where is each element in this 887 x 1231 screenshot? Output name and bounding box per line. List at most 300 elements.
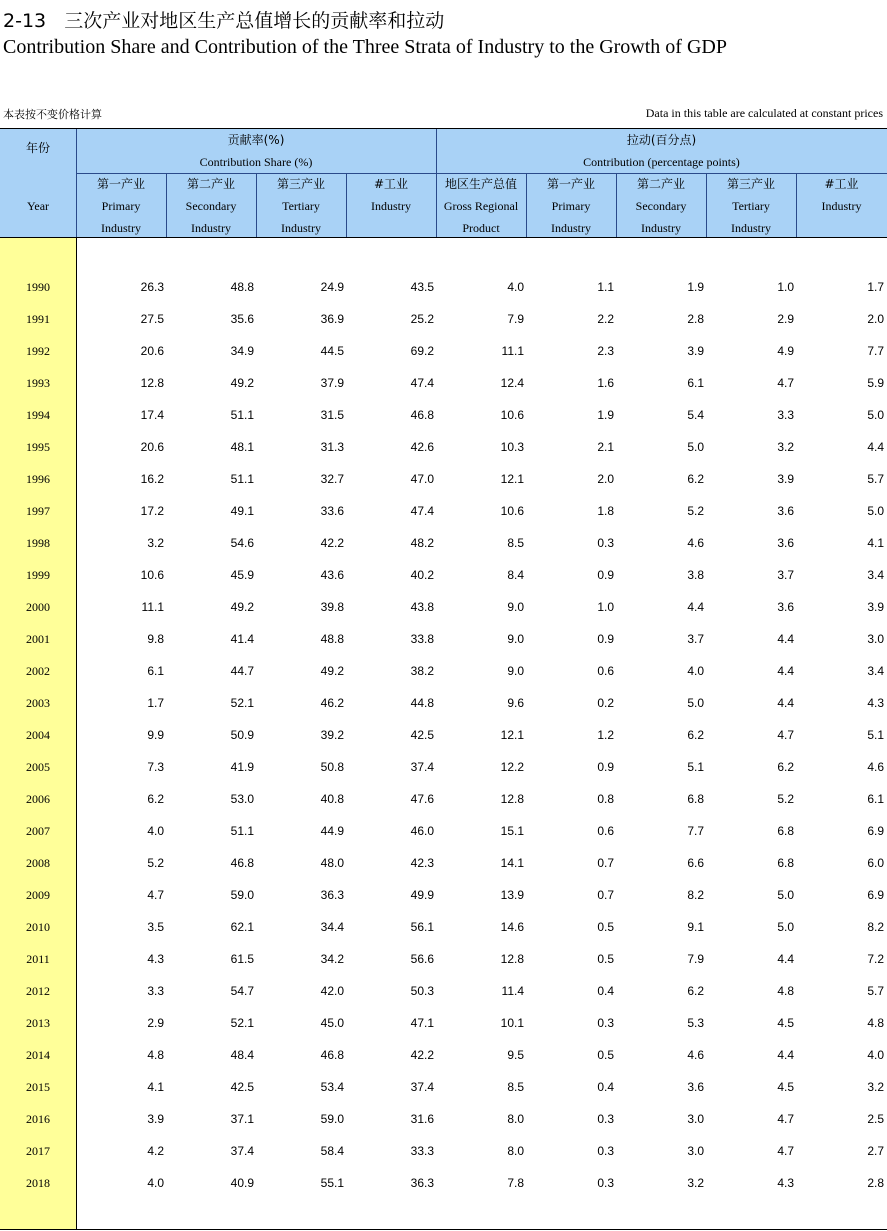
cell-share-secondary: 34.9 <box>230 344 254 358</box>
cell-points-secondary: 5.3 <box>687 1016 704 1030</box>
cell-share-industry: 42.3 <box>410 856 434 870</box>
table-body <box>0 270 887 1198</box>
cell-share-tertiary: 39.2 <box>320 728 344 742</box>
cell-points-secondary: 6.1 <box>687 376 704 390</box>
cell-share-tertiary: 53.4 <box>320 1080 344 1094</box>
cell-points-industry: 4.1 <box>867 536 884 550</box>
cell-points-primary: 0.2 <box>597 696 614 710</box>
cell-points-secondary: 5.4 <box>687 408 704 422</box>
cell-share-primary: 3.5 <box>147 920 164 934</box>
column-header-cn: #工业 <box>373 177 409 191</box>
cell-points-gdp: 9.0 <box>507 664 524 678</box>
cell-share-tertiary: 48.0 <box>320 856 344 870</box>
column-header-cn: 第二产业 <box>186 177 235 191</box>
cell-points-secondary: 5.0 <box>687 696 704 710</box>
cell-points-tertiary: 2.9 <box>777 312 794 326</box>
cell-share-industry: 25.2 <box>410 312 434 326</box>
cell-points-tertiary: 4.5 <box>777 1016 794 1030</box>
cell-points-industry: 3.9 <box>867 600 884 614</box>
cell-share-industry: 37.4 <box>410 1080 434 1094</box>
cell-share-industry: 43.8 <box>410 600 434 614</box>
cell-points-industry: 4.8 <box>867 1016 884 1030</box>
cell-points-tertiary: 3.2 <box>777 440 794 454</box>
column-header-en1: Industry <box>821 199 862 213</box>
cell-points-gdp: 10.1 <box>500 1016 524 1030</box>
table-row <box>0 974 887 1006</box>
table-row <box>0 302 887 334</box>
cell-share-tertiary: 55.1 <box>320 1176 344 1190</box>
cell-share-secondary: 54.7 <box>230 984 254 998</box>
cell-points-secondary: 6.6 <box>687 856 704 870</box>
cell-share-industry: 47.0 <box>410 472 434 486</box>
cell-share-tertiary: 24.9 <box>320 280 344 294</box>
cell-share-primary: 1.7 <box>147 696 164 710</box>
cell-points-secondary: 9.1 <box>687 920 704 934</box>
cell-share-tertiary: 50.8 <box>320 760 344 774</box>
cell-share-secondary: 51.1 <box>230 408 254 422</box>
cell-points-industry: 5.1 <box>867 728 884 742</box>
cell-points-tertiary: 3.9 <box>777 472 794 486</box>
cell-points-primary: 0.5 <box>597 920 614 934</box>
table-title-chinese <box>3 6 444 33</box>
cell-points-primary: 2.2 <box>597 312 614 326</box>
cell-points-industry: 6.9 <box>867 824 884 838</box>
column-header-cn: 地区生产总值 <box>444 177 517 191</box>
table-row <box>0 878 887 910</box>
table-row <box>0 910 887 942</box>
cell-points-industry: 3.2 <box>867 1080 884 1094</box>
cell-share-industry: 47.4 <box>410 504 434 518</box>
cell-points-tertiary: 4.3 <box>777 1176 794 1190</box>
cell-points-secondary: 7.9 <box>687 952 704 966</box>
year-cell: 1992 <box>26 344 50 358</box>
cell-share-secondary: 51.1 <box>230 824 254 838</box>
cell-share-industry: 40.2 <box>410 568 434 582</box>
table-row <box>0 1038 887 1070</box>
cell-points-primary: 1.8 <box>597 504 614 518</box>
cell-share-industry: 31.6 <box>410 1112 434 1126</box>
cell-points-tertiary: 6.8 <box>777 824 794 838</box>
cell-points-industry: 5.0 <box>867 504 884 518</box>
cell-points-secondary: 7.7 <box>687 824 704 838</box>
table-row <box>0 622 887 654</box>
cell-share-secondary: 41.4 <box>230 632 254 646</box>
column-header-share-primary <box>76 173 166 239</box>
table-row <box>0 430 887 462</box>
column-header-en2: Product <box>462 221 500 235</box>
cell-share-secondary: 52.1 <box>230 696 254 710</box>
cell-share-primary: 17.4 <box>140 408 164 422</box>
cell-points-primary: 2.1 <box>597 440 614 454</box>
year-cell: 2012 <box>26 984 50 998</box>
cell-share-industry: 42.6 <box>410 440 434 454</box>
cell-points-tertiary: 5.0 <box>777 920 794 934</box>
cell-points-primary: 0.5 <box>597 1048 614 1062</box>
column-header-en2: Industry <box>731 221 771 235</box>
cell-points-industry: 5.9 <box>867 376 884 390</box>
cell-share-secondary: 49.2 <box>230 376 254 390</box>
cell-points-industry: 4.6 <box>867 760 884 774</box>
cell-points-secondary: 4.4 <box>687 600 704 614</box>
contribution-share-group-header <box>76 129 436 173</box>
cell-share-primary: 9.9 <box>147 728 164 742</box>
year-cell: 2016 <box>26 1112 50 1126</box>
cell-points-tertiary: 5.0 <box>777 888 794 902</box>
cell-points-primary: 0.7 <box>597 888 614 902</box>
year-cell: 1993 <box>26 376 50 390</box>
cell-share-industry: 44.8 <box>410 696 434 710</box>
cell-share-primary: 12.8 <box>140 376 164 390</box>
cell-points-primary: 1.9 <box>597 408 614 422</box>
table-row <box>0 366 887 398</box>
cell-share-industry: 69.2 <box>410 344 434 358</box>
cell-share-tertiary: 58.4 <box>320 1144 344 1158</box>
cell-points-tertiary: 6.8 <box>777 856 794 870</box>
cell-points-tertiary: 3.3 <box>777 408 794 422</box>
cell-share-primary: 4.3 <box>147 952 164 966</box>
cell-points-gdp: 8.4 <box>507 568 524 582</box>
cell-points-industry: 7.7 <box>867 344 884 358</box>
table-row <box>0 398 887 430</box>
year-cell: 2000 <box>26 600 50 614</box>
year-header-en: Year <box>26 199 50 213</box>
cell-share-primary: 20.6 <box>140 440 164 454</box>
cell-points-tertiary: 4.7 <box>777 1112 794 1126</box>
cell-points-industry: 5.7 <box>867 984 884 998</box>
cell-points-secondary: 1.9 <box>687 280 704 294</box>
cell-share-tertiary: 31.5 <box>320 408 344 422</box>
year-cell: 2015 <box>26 1080 50 1094</box>
cell-share-industry: 46.8 <box>410 408 434 422</box>
column-header-en2 <box>390 217 393 239</box>
column-header-cn: 第二产业 <box>636 177 685 191</box>
column-header-points-secondary <box>616 173 706 239</box>
cell-share-industry: 47.6 <box>410 792 434 806</box>
cell-share-industry: 50.3 <box>410 984 434 998</box>
table-title-english: Contribution Share and Contribution of the Three Strata of Industry to the Growth of GDP <box>3 36 727 58</box>
cell-share-primary: 11.1 <box>141 600 164 614</box>
cell-share-tertiary: 44.9 <box>320 824 344 838</box>
cell-share-tertiary: 33.6 <box>320 504 344 518</box>
cell-points-primary: 1.1 <box>597 280 614 294</box>
cell-share-secondary: 49.2 <box>230 600 254 614</box>
cell-points-secondary: 3.0 <box>687 1144 704 1158</box>
column-header-share-secondary <box>166 173 256 239</box>
year-cell: 2011 <box>26 952 50 966</box>
cell-share-secondary: 48.4 <box>230 1048 254 1062</box>
cell-share-primary: 20.6 <box>140 344 164 358</box>
table-row <box>0 558 887 590</box>
column-header-en1: Secondary <box>185 199 237 213</box>
cell-share-tertiary: 40.8 <box>320 792 344 806</box>
cell-share-tertiary: 59.0 <box>320 1112 344 1126</box>
cell-points-industry: 6.0 <box>867 856 884 870</box>
table-row <box>0 334 887 366</box>
cell-points-secondary: 3.2 <box>687 1176 704 1190</box>
cell-share-secondary: 42.5 <box>230 1080 254 1094</box>
cell-points-industry: 6.1 <box>867 792 884 806</box>
cell-points-industry: 8.2 <box>867 920 884 934</box>
cell-points-tertiary: 4.4 <box>777 952 794 966</box>
cell-points-gdp: 10.6 <box>500 504 524 518</box>
year-cell: 1991 <box>26 312 50 326</box>
column-header-en1: Tertiary <box>282 199 320 213</box>
table-row <box>0 814 887 846</box>
year-cell: 2008 <box>26 856 50 870</box>
cell-points-primary: 1.6 <box>597 376 614 390</box>
cell-share-tertiary: 31.3 <box>320 440 344 454</box>
cell-points-industry: 7.2 <box>867 952 884 966</box>
table-row <box>0 1102 887 1134</box>
cell-points-secondary: 6.8 <box>687 792 704 806</box>
cell-points-gdp: 9.0 <box>507 632 524 646</box>
cell-points-industry: 2.0 <box>867 312 884 326</box>
cell-share-secondary: 49.1 <box>230 504 254 518</box>
column-header-points-primary <box>526 173 616 239</box>
year-cell: 1990 <box>26 280 50 294</box>
table-row <box>0 526 887 558</box>
cell-share-primary: 4.8 <box>147 1048 164 1062</box>
table-row <box>0 1134 887 1166</box>
cell-points-secondary: 2.8 <box>687 312 704 326</box>
cell-points-industry: 3.4 <box>867 664 884 678</box>
cell-points-industry: 1.7 <box>867 280 884 294</box>
cell-points-tertiary: 4.7 <box>777 728 794 742</box>
table-row <box>0 494 887 526</box>
column-header-en1: Industry <box>371 199 411 213</box>
cell-points-tertiary: 6.2 <box>777 760 794 774</box>
cell-points-industry: 4.4 <box>867 440 884 454</box>
cell-points-secondary: 8.2 <box>687 888 704 902</box>
cell-points-tertiary: 1.0 <box>777 280 794 294</box>
cell-points-primary: 0.3 <box>597 1176 614 1190</box>
table-row <box>0 846 887 878</box>
cell-share-primary: 5.2 <box>147 856 164 870</box>
year-cell: 2010 <box>26 920 50 934</box>
year-cell: 2004 <box>26 728 50 742</box>
column-header-en1: Primary <box>101 199 141 213</box>
cell-points-tertiary: 4.4 <box>777 632 794 646</box>
column-header-en2: Industry <box>101 221 141 235</box>
table-number: 2-13 <box>3 10 47 32</box>
cell-points-gdp: 10.3 <box>500 440 524 454</box>
cell-points-primary: 1.0 <box>597 600 614 614</box>
table-row <box>0 750 887 782</box>
cell-share-secondary: 48.8 <box>230 280 254 294</box>
cell-share-tertiary: 48.8 <box>320 632 344 646</box>
cell-share-industry: 46.0 <box>410 824 434 838</box>
cell-points-industry: 4.0 <box>867 1048 884 1062</box>
table-header <box>0 128 887 238</box>
year-cell: 1998 <box>26 536 50 550</box>
cell-share-secondary: 53.0 <box>230 792 254 806</box>
cell-share-primary: 4.0 <box>147 824 164 838</box>
column-header-en2: Industry <box>641 221 681 235</box>
cell-share-industry: 56.1 <box>410 920 434 934</box>
cell-share-primary: 6.2 <box>147 792 164 806</box>
column-header-en2: Industry <box>191 221 231 235</box>
cell-share-primary: 4.7 <box>147 888 164 902</box>
cell-points-gdp: 9.0 <box>507 600 524 614</box>
column-header-share-industry <box>346 173 436 239</box>
year-cell: 1997 <box>26 504 50 518</box>
cell-points-primary: 0.9 <box>597 760 614 774</box>
column-header-en1: Primary <box>551 199 591 213</box>
cell-points-tertiary: 4.4 <box>777 1048 794 1062</box>
cell-points-gdp: 8.0 <box>507 1144 524 1158</box>
cell-share-primary: 17.2 <box>140 504 164 518</box>
cell-share-secondary: 54.6 <box>230 536 254 550</box>
cell-points-gdp: 12.8 <box>500 952 524 966</box>
year-cell: 2013 <box>26 1016 50 1030</box>
year-cell: 2017 <box>26 1144 50 1158</box>
cell-points-gdp: 7.9 <box>507 312 524 326</box>
cell-share-primary: 10.6 <box>140 568 164 582</box>
cell-share-secondary: 61.5 <box>230 952 254 966</box>
table-row <box>0 270 887 302</box>
group2-cn: 拉动(百分点) <box>626 133 697 147</box>
cell-share-primary: 6.1 <box>147 664 164 678</box>
cell-points-secondary: 3.8 <box>687 568 704 582</box>
cell-points-primary: 0.4 <box>597 984 614 998</box>
cell-points-secondary: 3.9 <box>687 344 704 358</box>
cell-points-primary: 0.3 <box>597 1144 614 1158</box>
cell-points-industry: 6.9 <box>867 888 884 902</box>
cell-points-primary: 0.3 <box>597 1016 614 1030</box>
cell-share-tertiary: 36.3 <box>320 888 344 902</box>
contribution-points-group-header <box>436 129 887 173</box>
cell-share-secondary: 35.6 <box>230 312 254 326</box>
column-header-en1: Secondary <box>635 199 687 213</box>
year-header <box>0 129 76 237</box>
cell-share-primary: 3.9 <box>147 1112 164 1126</box>
cell-share-secondary: 51.1 <box>230 472 254 486</box>
cell-points-primary: 0.9 <box>597 568 614 582</box>
cell-share-secondary: 52.1 <box>230 1016 254 1030</box>
table-title-cn-text: 三次产业对地区生产总值增长的贡献率和拉动 <box>64 10 445 32</box>
cell-points-secondary: 6.2 <box>687 728 704 742</box>
cell-share-primary: 2.9 <box>147 1016 164 1030</box>
table-row <box>0 1166 887 1198</box>
cell-points-gdp: 8.5 <box>507 536 524 550</box>
cell-share-secondary: 45.9 <box>230 568 254 582</box>
table-row <box>0 1070 887 1102</box>
cell-points-tertiary: 4.4 <box>777 696 794 710</box>
column-header-cn: #工业 <box>824 177 859 191</box>
cell-share-industry: 42.2 <box>410 1048 434 1062</box>
cell-points-primary: 2.0 <box>597 472 614 486</box>
cell-share-tertiary: 37.9 <box>320 376 344 390</box>
cell-share-tertiary: 46.8 <box>320 1048 344 1062</box>
note-english: Data in this table are calculated at constant prices <box>645 106 883 120</box>
cell-share-industry: 42.5 <box>410 728 434 742</box>
cell-points-industry: 2.5 <box>867 1112 884 1126</box>
cell-points-primary: 0.8 <box>597 792 614 806</box>
cell-points-gdp: 12.4 <box>500 376 524 390</box>
cell-points-primary: 0.3 <box>597 1112 614 1126</box>
cell-points-gdp: 10.6 <box>500 408 524 422</box>
column-header-en2: Industry <box>281 221 321 235</box>
year-cell: 2014 <box>26 1048 50 1062</box>
column-header-en1: Tertiary <box>732 199 770 213</box>
year-cell: 1996 <box>26 472 50 486</box>
cell-points-gdp: 9.6 <box>507 696 524 710</box>
cell-share-tertiary: 44.5 <box>320 344 344 358</box>
cell-share-secondary: 44.7 <box>230 664 254 678</box>
column-header-cn: 第三产业 <box>276 177 325 191</box>
cell-points-gdp: 12.8 <box>500 792 524 806</box>
cell-share-primary: 26.3 <box>140 280 164 294</box>
cell-share-secondary: 62.1 <box>230 920 254 934</box>
cell-share-industry: 37.4 <box>410 760 434 774</box>
cell-points-tertiary: 4.8 <box>777 984 794 998</box>
cell-points-tertiary: 3.6 <box>777 536 794 550</box>
cell-points-tertiary: 4.4 <box>777 664 794 678</box>
cell-points-secondary: 4.6 <box>687 1048 704 1062</box>
cell-points-tertiary: 4.7 <box>777 1144 794 1158</box>
column-header-points-industry <box>796 173 887 239</box>
cell-points-gdp: 12.1 <box>500 472 524 486</box>
cell-share-secondary: 41.9 <box>230 760 254 774</box>
group1-cn: 贡献率(%) <box>227 133 285 147</box>
year-cell: 2005 <box>26 760 50 774</box>
cell-share-secondary: 50.9 <box>230 728 254 742</box>
cell-share-industry: 38.2 <box>410 664 434 678</box>
cell-share-industry: 47.1 <box>410 1016 434 1030</box>
cell-points-secondary: 4.6 <box>687 536 704 550</box>
cell-points-gdp: 14.1 <box>500 856 524 870</box>
column-header-en2 <box>840 217 843 239</box>
cell-share-tertiary: 36.9 <box>320 312 344 326</box>
year-cell: 2009 <box>26 888 50 902</box>
cell-points-secondary: 6.2 <box>687 472 704 486</box>
cell-points-gdp: 11.4 <box>501 984 524 998</box>
cell-share-industry: 33.3 <box>410 1144 434 1158</box>
cell-share-secondary: 59.0 <box>230 888 254 902</box>
cell-share-primary: 3.2 <box>147 536 164 550</box>
cell-share-tertiary: 39.8 <box>320 600 344 614</box>
cell-share-tertiary: 49.2 <box>320 664 344 678</box>
cell-points-primary: 0.6 <box>597 824 614 838</box>
cell-share-industry: 47.4 <box>410 376 434 390</box>
table-bottom-border <box>0 1229 887 1230</box>
cell-points-gdp: 13.9 <box>500 888 524 902</box>
cell-points-gdp: 7.8 <box>507 1176 524 1190</box>
cell-share-primary: 16.2 <box>140 472 164 486</box>
cell-points-primary: 0.5 <box>597 952 614 966</box>
note-chinese: 本表按不变价格计算 <box>3 108 102 121</box>
cell-share-secondary: 46.8 <box>230 856 254 870</box>
year-cell: 1999 <box>26 568 50 582</box>
cell-share-tertiary: 45.0 <box>320 1016 344 1030</box>
year-cell: 1995 <box>26 440 50 454</box>
table-row <box>0 686 887 718</box>
cell-share-primary: 4.0 <box>147 1176 164 1190</box>
cell-share-tertiary: 42.2 <box>320 536 344 550</box>
year-cell: 2006 <box>26 792 50 806</box>
cell-share-primary: 7.3 <box>147 760 164 774</box>
year-cell: 2002 <box>26 664 50 678</box>
cell-points-gdp: 14.6 <box>500 920 524 934</box>
table-row <box>0 1006 887 1038</box>
cell-share-industry: 48.2 <box>410 536 434 550</box>
cell-points-secondary: 3.6 <box>687 1080 704 1094</box>
cell-points-tertiary: 4.7 <box>777 376 794 390</box>
cell-share-tertiary: 34.2 <box>320 952 344 966</box>
cell-points-primary: 0.4 <box>597 1080 614 1094</box>
cell-points-secondary: 4.0 <box>687 664 704 678</box>
cell-points-primary: 0.3 <box>597 536 614 550</box>
